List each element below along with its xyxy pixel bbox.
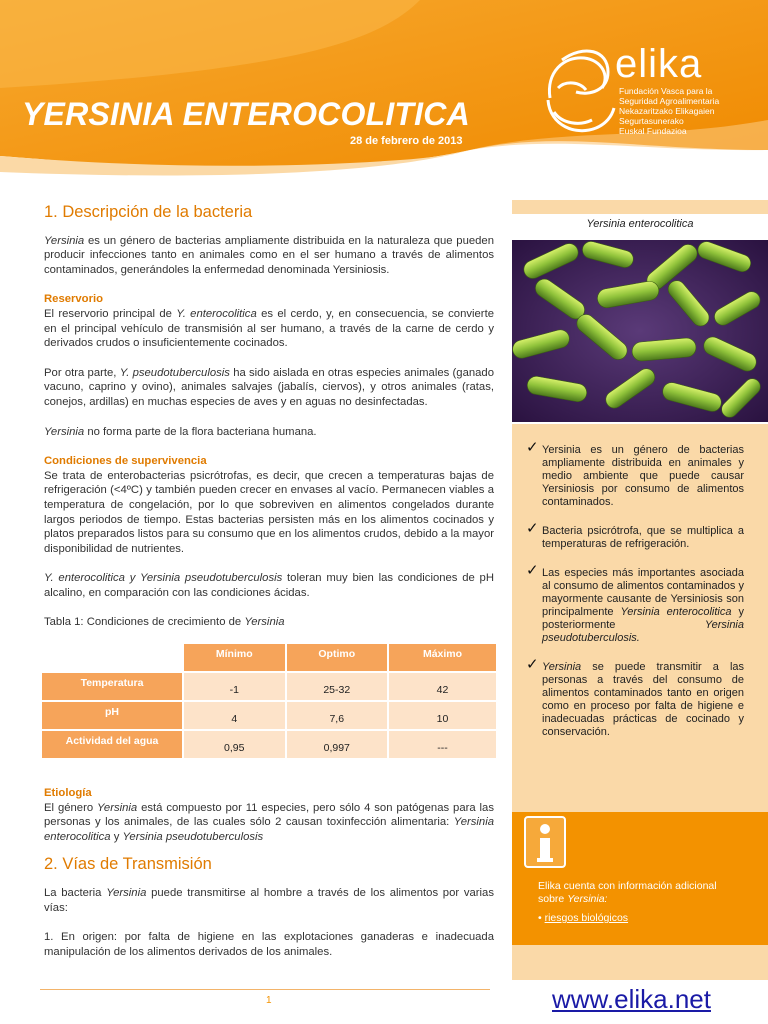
image-caption: Yersinia enterocolitica [586, 218, 694, 230]
elika-logo-icon [540, 40, 620, 150]
table-cell: 25-32 [287, 673, 388, 700]
key-point-text: y posteriormente [542, 606, 744, 631]
check-icon: ✓ [526, 562, 539, 579]
column-header: Mínimo [184, 644, 285, 671]
etiologia-paragraph [44, 801, 494, 845]
species-name: Yersinia [97, 801, 138, 814]
paragraph-text: y [110, 830, 123, 843]
key-point-text: Bacteria psicrótrofa, que se multiplica a temperaturas de refrigeración. [542, 525, 744, 550]
table-cell: 10 [389, 702, 496, 729]
info-icon [524, 816, 566, 868]
reservorio-paragraph [44, 425, 494, 440]
logo-line: Seguridad Agroalimentaria [619, 96, 720, 106]
page-title: YERSINIA ENTEROCOLITICA [22, 96, 470, 132]
column-header: Optimo [287, 644, 388, 671]
key-points-list [526, 439, 744, 755]
table-caption [44, 615, 494, 630]
row-header: pH [42, 702, 182, 729]
paragraph-text: Por otra parte, [44, 366, 120, 379]
info-text-span: Elika cuenta con información adicional sobre [538, 880, 717, 905]
table-cell: -1 [184, 673, 285, 700]
info-link-item [538, 912, 628, 924]
row-header: Actividad del agua [42, 731, 182, 758]
check-icon: ✓ [526, 520, 539, 537]
elika-logo[interactable] [540, 40, 760, 150]
header-banner [0, 0, 768, 180]
supervivencia-paragraph: Se trata de enterobacterias psicrótrofas, es decir, que crecen a temperaturas bajas de refrigeración (<4ºC) y también pueden crecer en envases al vacío. Permanecen viables a temperatura de congelación, por lo que sobreviven en alimentos congelados durante largos periodos de tiempo. Estas bacterias persisten más en los alimentos cocinados y platos preparados listos para su consumo que en los alimentos crudos, debido a la mayor disponibilidad de nutrientes. [44, 469, 494, 555]
paragraph-text: es un género de bacterias ampliamente distribuida en la naturaleza que pueden producir infecciones tanto en animales como en el ser humano a través de alimentos contaminados, generándoles la enfermedad denominada Yersiniosis. [44, 234, 494, 276]
caption-text: Tabla 1: Condiciones de crecimiento de [44, 616, 245, 629]
paragraph-text: El reservorio principal de [44, 307, 177, 320]
species-name: Yersinia [44, 425, 85, 438]
paragraph-text: ha sido aislada en otras especies animales (ganado vacuno, caprino y ovino), animales salvajes (jabalís, ciervos), y otros animales (ratas, conejos, ardillas) en muchas especies de aves y en aguas no desinfectadas. [44, 366, 494, 408]
reservorio-paragraph [44, 366, 494, 410]
table-row [42, 702, 496, 729]
species-name: Yersinia [244, 616, 285, 629]
table-cell: 42 [389, 673, 496, 700]
table-cell: --- [389, 731, 496, 758]
species-name: Yersinia pseudotuberculosis [122, 830, 264, 843]
paragraph-text: El género [44, 801, 98, 814]
logo-subtitle [619, 86, 768, 136]
species-name: Yersinia [542, 661, 582, 673]
table-cell: 7,6 [287, 702, 388, 729]
paragraph-text: es el cerdo, y, en consecuencia, se convierte en el principal vehículo de transmisión al ser humano, a través de la carne de cerdo y derivados crudos o insuficientemente cocinados. [44, 307, 494, 350]
table-header-row [42, 644, 496, 671]
key-point [526, 520, 744, 551]
key-point-text: Yersinia es un género de bacterias ampliamente distribuida en animales y medio ambiente que puede causar Yersiniosis por consumo de alimentos contaminados. [542, 444, 744, 508]
paragraph-text: toleran muy bien las condiciones de pH alcalino, en comparación con las condiciones ácidas. [44, 572, 495, 599]
logo-wordmark: elika [615, 42, 703, 86]
bullet-dot: • [538, 912, 545, 924]
table-row [42, 673, 496, 700]
info-species: Yersinia: [567, 893, 608, 905]
paragraph-text: no forma parte de la flora bacteriana humana. [84, 425, 317, 438]
species-name: Y. enterocolitica y Yersinia pseudotuberculosis [44, 572, 283, 585]
species-name: Y. pseudotuberculosis [119, 366, 230, 379]
table-cell: 4 [184, 702, 285, 729]
transmision-list-item: 1. En origen: por falta de higiene en las explotaciones ganaderas e inadecuada manipulación de los alimentos derivados de los animales. [44, 931, 494, 958]
key-point [526, 656, 744, 739]
paragraph-text: La bacteria [44, 887, 107, 900]
page-number: 1 [266, 995, 272, 1006]
table-cell: 0,95 [184, 731, 285, 758]
species-name: Yersinia [106, 887, 147, 900]
check-icon: ✓ [526, 439, 539, 456]
main-content [44, 205, 494, 974]
paragraph-text: puede transmitirse al hombre a través de los alimentos por varias vías: [44, 887, 494, 914]
footer-divider [40, 989, 490, 990]
table-cell: 0,997 [287, 731, 388, 758]
logo-line: Segurtasunerako [619, 116, 684, 126]
table-row [42, 731, 496, 758]
species-name: Yersinia enterocolitica [620, 606, 732, 618]
section-heading: 2. Vías de Transmisión [44, 855, 212, 874]
paragraph-text: está compuesto por 11 especies, pero sólo 4 son patógenas para las personas y los animales, de las cuales sólo 2 causan toxinfección alimentaria: [44, 801, 494, 829]
website-link[interactable]: www.elika.net [552, 984, 711, 1014]
species-name: Yersinia pseudotuberculosis. [542, 619, 744, 644]
subsection-heading: Condiciones de supervivencia [44, 455, 207, 468]
logo-line: Nekazaritzako Elikagaien [619, 106, 715, 116]
supervivencia-paragraph [44, 571, 494, 600]
additional-info-text [538, 880, 738, 906]
check-icon: ✓ [526, 656, 539, 673]
logo-line: Fundación Vasca para la [619, 86, 713, 96]
riesgos-biologicos-link[interactable]: riesgos biológicos [544, 912, 629, 924]
species-name: Yersinia [44, 234, 85, 247]
column-header: Máximo [389, 644, 496, 671]
reservorio-paragraph [44, 307, 494, 351]
species-name: Y. enterocolitica [176, 307, 257, 320]
subsection-heading: Etiología [44, 787, 92, 800]
growth-conditions-table [40, 642, 498, 760]
bacteria-micrograph-image [512, 240, 768, 422]
subsection-heading: Reservorio [44, 293, 104, 306]
section-heading: 1. Descripción de la bacteria [44, 203, 253, 221]
row-header: Temperatura [42, 673, 182, 700]
key-point [526, 439, 744, 509]
species-name: Yersinia enterocolitica [44, 816, 494, 843]
intro-paragraph [44, 234, 494, 278]
key-point-text: se puede transmitir a las personas a través del consumo de alimentos contaminados tanto en origen como en proceso por falta de higiene e inadecuadas prácticas de cocinado y conservación. [542, 661, 744, 738]
logo-line: Euskal Fundazioa [619, 126, 687, 136]
publication-date: 28 de febrero de 2013 [350, 135, 463, 147]
key-point-text: Las especies más importantes asociada al consumo de alimentos contaminados y mayormente causante de Yersiniosis son principalmente [542, 567, 744, 618]
table-corner [42, 644, 182, 671]
key-point [526, 562, 744, 645]
transmision-paragraph [44, 886, 494, 915]
